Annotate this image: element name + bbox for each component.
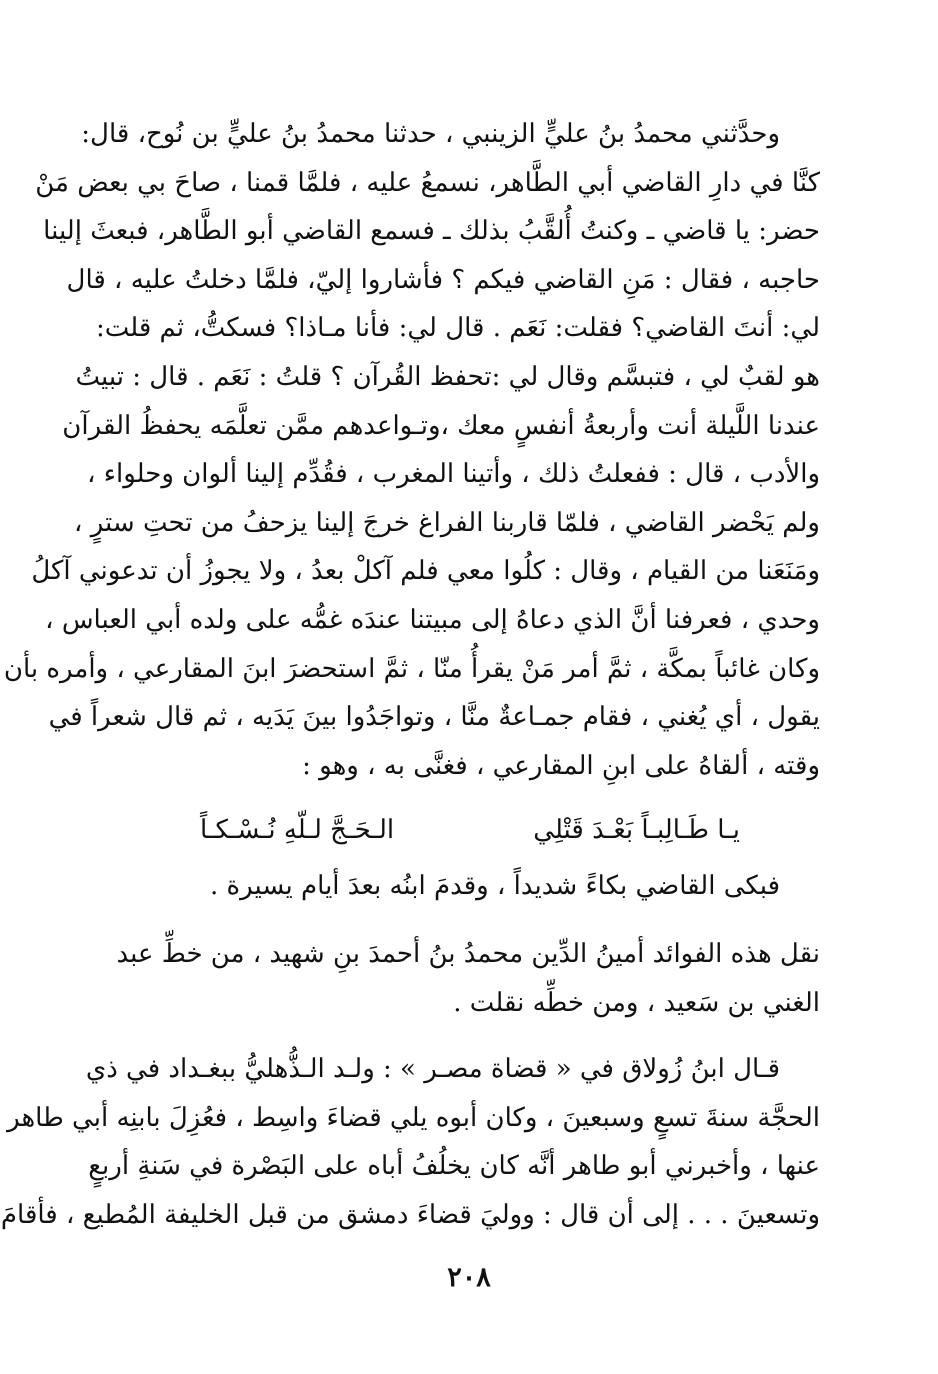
text-line: حضر: يا قاضي ـ وكنتُ أُلقَّبُ بذلك ـ فسمع القاضي أبو الطَّاهر، فبعثَ إلينا: [43, 216, 820, 247]
text-line: نقل هذه الفوائد أمينُ الدِّين محمدُ بنُ أحمدَ بنِ شهيد ، من خطِّ عبد: [116, 939, 820, 969]
text-line: هو لقبٌ لي ، فتبسَّم وقال لي :تحفظ القُرآن ؟ قلتُ : نَعَم . قال : تبيتُ: [75, 361, 820, 392]
text-line: والأدب ، قال : ففعلتُ ذلك ، وأتينا المغرب ، فقُدِّم إلينا ألوان وحلواء ،: [87, 459, 820, 490]
paragraph-transmission-note: [116, 930, 820, 1027]
text-line: عندنا اللَّيلة أنت وأربعةُ أنفسٍ معك ،وتـواعدهم ممَّن تعلَّمَه يحفظُ القرآن: [62, 410, 820, 441]
text-line: الحجَّة سنةَ تسعٍ وسبعينَ ، وكان أبوه يلي قضاءَ واسِط ، فعُزِلَ بابنِه أبي طاهر: [7, 1102, 820, 1133]
text-line: عنها ، وأخبرني أبو طاهر أنَّه كان يخلُفُ أباه على البَصْرة في سَنةِ أربعٍ: [88, 1151, 820, 1182]
paragraph-weeping: [120, 862, 820, 911]
text-line: وحدَّثني محمدُ بنُ عليٍّ الزينبي ، حدثنا محمدُ بنُ عليٍّ بن نُوح، قال:: [81, 119, 780, 149]
text-line: فبكى القاضي بكاءً شديداً ، وقدمَ ابنُه بعدَ أيام يسيرة .: [210, 871, 780, 901]
text-line: لي: أنتَ القاضي؟ فقلت: نَعَم . قال لي: فأنا مـاذا؟ فسكتُّ، ثم قلت:: [95, 313, 820, 344]
text-line: ومَنَعَنا من القيام ، وقال : كلُوا معي فلم آكلْ بعدُ ، ولا يجوزُ أن تدعوني آكلُ: [31, 556, 820, 587]
verse-first-hemistich: يـا طَـالِبـاً بَعْـدَ قَتْلِي: [533, 815, 740, 845]
text-line: يقول ، أي يُغني ، فقام جمـاعةٌ منَّا ، وتواجَدُوا بينَ يَدَيه ، ثم قال شعراً في: [48, 702, 820, 733]
text-line: ولم يَحْضر القاضي ، فلمّا قاربنا الفراغ خرجَ إلينا يزحفُ من تحتِ سترٍ ،: [74, 507, 820, 538]
poem-verse: [200, 805, 740, 855]
paragraph-narration: [3, 110, 820, 790]
text-line: قـال ابنُ زُولاق في « قضاة مصـر » : ولـد الـذُّهليُّ ببغـداد في ذي: [85, 1054, 780, 1084]
text-line: وحدي ، فعرفنا أنَّ الذي دعاهُ إلى مبيتنا عندَه غمُّه على ولده أبي العباس ،: [45, 604, 820, 635]
text-line: وتسعينَ . . . إلى أن قال : ووليَ قضاءَ دمشق من قبل الخليفة المُطيع ، فأقامَ: [0, 1199, 820, 1230]
text-line: الغني بن سَعيد ، ومن خطِّه نقلت .: [453, 987, 820, 1018]
verse-second-hemistich: الـحَـجَّ لـلّهِ نُـسْـكـاً: [200, 815, 395, 845]
paragraph-ibn-zulaq: [0, 1045, 820, 1239]
text-line: كنَّا في دارِ القاضي أبي الطَّاهر، نسمعُ عليه ، فلمَّا قمنا ، صاحَ بي بعض مَنْ: [35, 167, 820, 198]
text-line: حاجبه ، فقال : مَنِ القاضي فيكم ؟ فأشاروا إليّ، فلمَّا دخلتُ عليه ، قال: [66, 264, 820, 295]
text-line: وكان غائباً بمكَّة ، ثمَّ أمر مَنْ يقرأُ منّا ، ثمَّ استحضرَ ابنَ المقارعي ، وأمره بأن: [3, 653, 820, 684]
page-number: ٢٠٨: [447, 1262, 491, 1293]
text-line: وقته ، ألقاهُ على ابنِ المقارعي ، فغنَّى به ، وهو :: [302, 750, 820, 781]
